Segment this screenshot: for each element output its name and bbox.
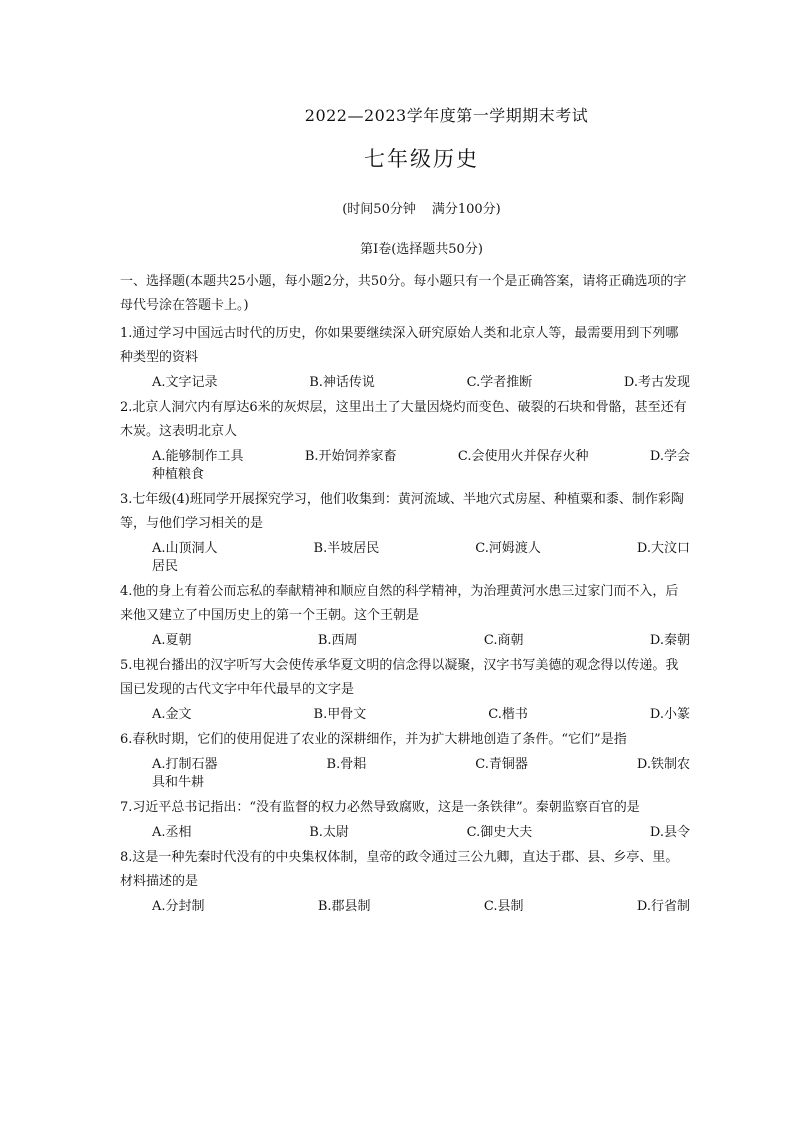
option-list (120, 824, 690, 842)
option-c: C.会使用火并保存火种 (457, 449, 589, 464)
option-list (120, 632, 690, 650)
option-c: C.楷书 (488, 707, 528, 722)
option-b: B.西周 (317, 633, 358, 648)
option-b: B.神话传说 (309, 375, 375, 390)
option-list (120, 540, 690, 576)
question-stem: 1.通过学习中国远古时代的历史，你如果要继续深入研究原始人类和北京人等，最需要用到下列哪种类型的资料 (120, 326, 679, 365)
option-d: D.学会 (649, 449, 690, 464)
option-a: A.金文 (152, 707, 192, 722)
option-d-continued: 具和牛耕 (152, 775, 205, 790)
question-7 (120, 796, 690, 842)
question-stem: 3.七年级(4)班同学开展探究学习，他们收集到：黄河流域、半地穴式房屋、种植粟和黍、制作彩陶等，与他们学习相关的是 (120, 492, 684, 531)
option-a: A.文字记录 (152, 375, 218, 390)
option-c: C.县制 (483, 899, 524, 914)
option-a: A.能够制作工具 (152, 449, 244, 464)
question-stem: 2.北京人洞穴内有厚达6米的灰烬层，这里出土了大量因烧灼而变色、破裂的石块和骨骼，甚至还有木炭。这表明北京人 (120, 400, 687, 439)
question-5 (120, 654, 690, 724)
option-d: D.小篆 (649, 707, 690, 722)
question-stem: 6.春秋时期，它们的使用促进了农业的深耕细作，并为扩大耕地创造了条件。“它们”是指 (120, 732, 627, 747)
question-2 (120, 396, 690, 484)
option-d: D.县令 (649, 825, 690, 840)
option-d: D.考古发现 (623, 375, 690, 390)
option-a: A.山顶洞人 (152, 541, 218, 556)
full-score: 满分100分) (431, 202, 501, 217)
option-a: A.分封制 (152, 899, 205, 914)
option-b: B.半坡居民 (313, 541, 380, 556)
option-b: B.开始饲养家畜 (304, 449, 397, 464)
option-d: D.铁制农 (636, 757, 690, 772)
option-d: D.行省制 (636, 899, 690, 914)
option-a: A.打制石器 (152, 757, 218, 772)
option-a: A.丞相 (152, 825, 192, 840)
option-d-continued: 种植粮食 (152, 467, 205, 482)
exam-title: 2022—2023学年度第一学期期末考试 (304, 106, 589, 125)
option-d: D.秦朝 (649, 633, 690, 648)
option-list (120, 756, 690, 792)
option-a: A.夏朝 (152, 633, 192, 648)
option-list (120, 898, 690, 916)
question-list (120, 270, 690, 920)
option-c: C.河姆渡人 (475, 541, 541, 556)
option-list (120, 706, 690, 724)
subject-title: 七年级历史 (364, 147, 479, 171)
instructions: 一、选择题(本题共25小题，每小题2分，共50分。每小题只有一个是正确答案，请将正确选项的字母代号涂在答题卡上。) (120, 274, 687, 313)
option-d-continued: 居民 (152, 559, 179, 574)
time-info (0, 198, 793, 217)
option-c: C.商朝 (483, 633, 524, 648)
question-stem: 4.他的身上有着公而忘私的奉献精神和顺应自然的科学精神，为治理黄河水患三过家门而不入，后来他又建立了中国历史上的第一个王朝。这个王朝是 (120, 584, 679, 623)
option-b: B.太尉 (309, 825, 349, 840)
question-8 (120, 846, 690, 916)
question-3 (120, 488, 690, 576)
question-stem: 5.电视台播出的汉字听写大会使传承华夏文明的信念得以凝聚，汉字书写美德的观念得以传递。我国已发现的古代文字中年代最早的文字是 (120, 658, 679, 697)
question-stem: 8.这是一种先秦时代没有的中央集权体制，皇帝的政令通过三公九卿，直达于郡、县、乡亭、里。材料描述的是 (120, 850, 679, 889)
section-title: 第Ⅰ卷(选择题共50分) (360, 242, 483, 257)
question-6 (120, 728, 690, 792)
question-4 (120, 580, 690, 650)
option-list (120, 374, 690, 392)
option-b: B.郡县制 (317, 899, 371, 914)
option-list (120, 448, 690, 484)
option-c: C.青铜器 (475, 757, 528, 772)
question-stem: 7.习近平总书记指出：“没有监督的权力必然导致腐败，这是一条铁律”。秦朝监察百官的是 (120, 800, 640, 815)
option-c: C.御史大夫 (466, 825, 533, 840)
option-b: B.骨耜 (326, 757, 367, 772)
option-d: D.大汶口 (636, 541, 690, 556)
time-limit: (时间50分钟 (342, 202, 416, 217)
option-b: B.甲骨文 (313, 707, 367, 722)
question-1 (120, 322, 690, 392)
option-c: C.学者推断 (466, 375, 533, 390)
